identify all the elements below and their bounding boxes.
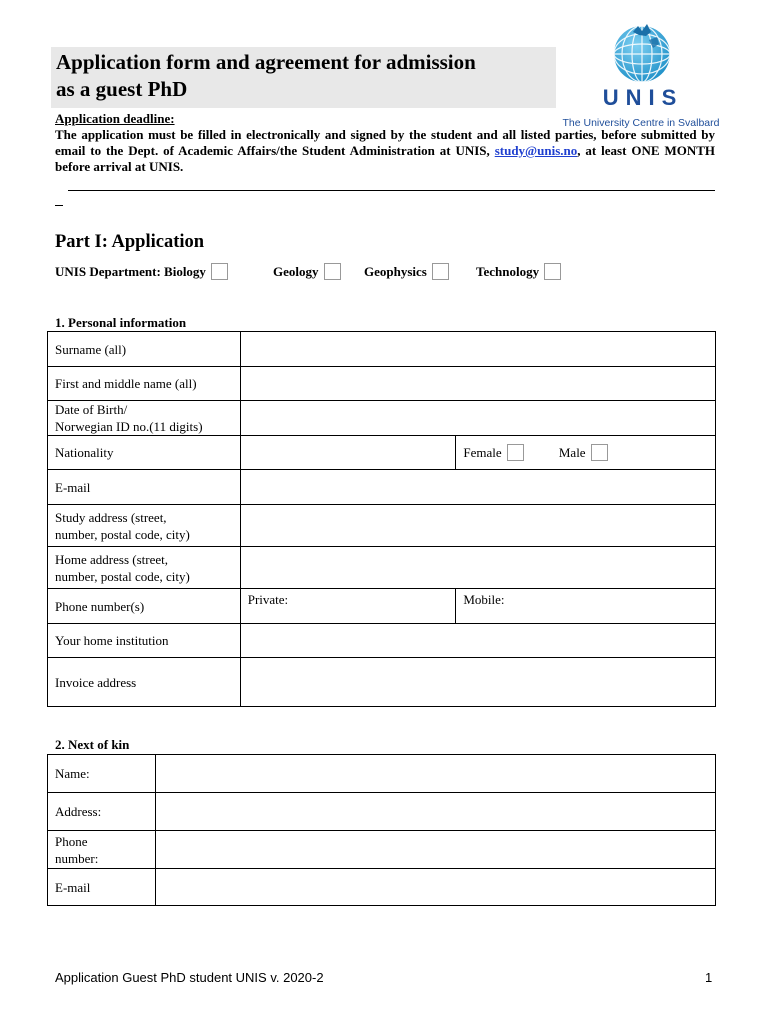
- invoice-address-label: Invoice address: [48, 658, 241, 707]
- kin-phone-field[interactable]: [155, 831, 715, 869]
- home-institution-field[interactable]: [240, 624, 715, 658]
- deadline-text-end: , at least ONE MONTH before arrival at UNIS.: [55, 143, 715, 174]
- kin-phone-line-1: Phone: [55, 833, 88, 849]
- personal-info-table: [47, 331, 716, 707]
- kin-email-field[interactable]: [155, 869, 715, 906]
- deadline-block: [55, 111, 715, 175]
- department-geophysics: [364, 263, 449, 280]
- horizontal-rule: [68, 190, 715, 191]
- male-checkbox[interactable]: [591, 444, 608, 461]
- gender-cell: [456, 436, 716, 470]
- nationality-field[interactable]: [240, 436, 456, 470]
- kin-phone-line-2: number:: [55, 850, 99, 866]
- dob-field[interactable]: [240, 401, 715, 436]
- home-address-row: [48, 547, 716, 589]
- study-address-label: [48, 505, 241, 547]
- female-checkbox[interactable]: [507, 444, 524, 461]
- globe-icon: [611, 22, 673, 84]
- kin-phone-row: [48, 831, 716, 869]
- dob-label-line-2: Norwegian ID no.(11 digits): [55, 419, 203, 434]
- female-label: Female: [463, 445, 502, 460]
- dob-label: [48, 401, 241, 436]
- kin-name-label: Name:: [48, 755, 156, 793]
- logo-subtitle: The University Centre in Svalbard: [562, 117, 720, 129]
- phone-mobile-label: Mobile:: [463, 592, 505, 607]
- surname-field[interactable]: [240, 332, 715, 367]
- kin-email-row: [48, 869, 716, 906]
- home-address-label: [48, 547, 241, 589]
- technology-checkbox[interactable]: [544, 263, 561, 280]
- nationality-row: [48, 436, 716, 470]
- department-biology-label: UNIS Department: Biology: [55, 263, 206, 279]
- department-geophysics-label: Geophysics: [364, 263, 427, 279]
- kin-name-row: [48, 755, 716, 793]
- department-geology-label: Geology: [273, 263, 319, 279]
- kin-name-field[interactable]: [155, 755, 715, 793]
- invoice-address-row: [48, 658, 716, 707]
- geophysics-checkbox[interactable]: [432, 263, 449, 280]
- phone-private-label: Private:: [247, 592, 289, 607]
- form-title-line-1: Application form and agreement for admission: [56, 50, 476, 74]
- email-row: [48, 470, 716, 505]
- phone-row: [48, 589, 716, 624]
- page-number: 1: [705, 970, 713, 985]
- dob-label-line-1: Date of Birth/: [55, 402, 128, 417]
- kin-address-field[interactable]: [155, 793, 715, 831]
- personal-info-heading: 1. Personal information: [55, 315, 187, 330]
- female-option: [463, 444, 523, 461]
- kin-email-label: E-mail: [48, 869, 156, 906]
- kin-address-row: [48, 793, 716, 831]
- form-title-line-2: as a guest PhD: [56, 77, 188, 101]
- study-address-line-2: number, postal code, city): [55, 526, 190, 542]
- dob-row: [48, 401, 716, 436]
- home-address-line-2: number, postal code, city): [55, 568, 190, 584]
- form-title-box: [51, 47, 556, 108]
- part-1-title: Part I: Application: [55, 232, 205, 252]
- surname-label: Surname (all): [48, 332, 241, 367]
- home-address-field[interactable]: [240, 547, 715, 589]
- male-option: [559, 444, 608, 461]
- email-label: E-mail: [48, 470, 241, 505]
- study-address-row: [48, 505, 716, 547]
- logo-name: UNIS: [602, 85, 684, 110]
- first-name-row: [48, 367, 716, 401]
- small-underline-mark: [55, 205, 63, 206]
- home-institution-row: [48, 624, 716, 658]
- geology-checkbox[interactable]: [324, 263, 341, 280]
- biology-checkbox[interactable]: [211, 263, 228, 280]
- phone-label: Phone number(s): [48, 589, 241, 624]
- study-address-line-1: Study address (street,: [55, 509, 167, 525]
- kin-phone-label: [48, 831, 156, 869]
- phone-private-field[interactable]: [240, 589, 456, 624]
- footer-text: Application Guest PhD student UNIS v. 2020-2: [55, 970, 324, 985]
- first-middle-name-label: First and middle name (all): [48, 367, 241, 401]
- deadline-heading: Application deadline:: [55, 111, 175, 126]
- email-link[interactable]: study@unis.no: [494, 143, 578, 158]
- department-technology: [476, 263, 561, 280]
- phone-mobile-field[interactable]: [456, 589, 716, 624]
- invoice-address-field[interactable]: [240, 658, 715, 707]
- male-label: Male: [558, 445, 586, 460]
- department-biology: [55, 263, 228, 280]
- first-middle-name-field[interactable]: [240, 367, 715, 401]
- next-of-kin-heading: 2. Next of kin: [55, 737, 130, 752]
- kin-address-label: Address:: [48, 793, 156, 831]
- study-address-field[interactable]: [240, 505, 715, 547]
- email-field[interactable]: [240, 470, 715, 505]
- deadline-text-start: The application must be filled in electronically and signed by the student and all listed parties, before submitted by email to the Dept. of Academic Affairs/the Student Administration at UNIS,: [55, 127, 715, 158]
- department-geology: [273, 263, 341, 280]
- deadline-text: [55, 127, 715, 175]
- next-of-kin-table: [47, 754, 716, 906]
- department-technology-label: Technology: [476, 263, 540, 279]
- home-address-line-1: Home address (street,: [55, 551, 168, 567]
- home-institution-label: Your home institution: [48, 624, 241, 658]
- nationality-label: Nationality: [48, 436, 241, 470]
- surname-row: [48, 332, 716, 367]
